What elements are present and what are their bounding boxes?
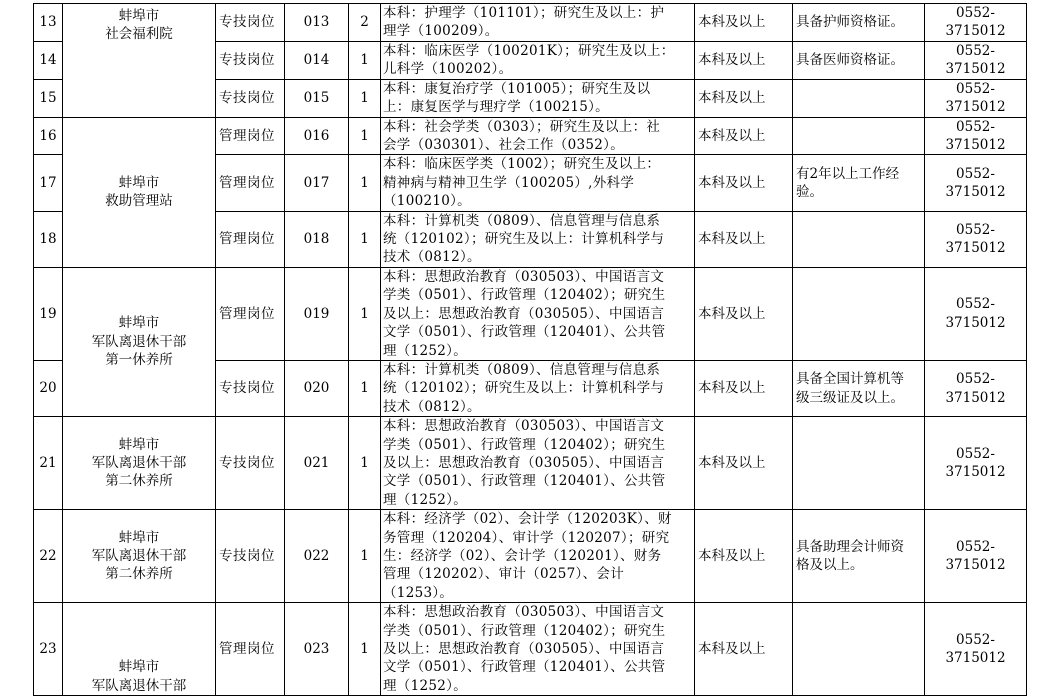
- major-requirement: 本科：临床医学类（1002）；研究生及以上： 精神病与精神卫生学（100205）,外科学 （100210）。: [381, 155, 695, 211]
- major-requirement: 本科：思想政治教育（030503）、中国语言文 学类（0501）、行政管理（120402）；研究生 及以上：思想政治教育（030505）、中国语言 文学（0501）、行政管理（120401）、公共管 理（1252）。: [381, 267, 695, 360]
- post-type: 专技岗位: [216, 79, 285, 117]
- post-type: 专技岗位: [216, 4, 285, 42]
- post-type: 管理岗位: [216, 267, 285, 360]
- table-row: [34, 417, 1027, 510]
- hire-count: 1: [349, 510, 381, 603]
- row-number: 15: [34, 79, 63, 117]
- education-requirement: 本科及以上: [695, 603, 793, 696]
- hire-count: 1: [349, 41, 381, 79]
- other-requirement: [793, 117, 925, 155]
- contact-phone: 0552-3715012: [925, 603, 1027, 696]
- contact-phone: 0552-3715012: [925, 155, 1027, 211]
- hire-count: 1: [349, 267, 381, 360]
- education-requirement: 本科及以上: [695, 41, 793, 79]
- other-requirement: 有2年以上工作经 验。: [793, 155, 925, 211]
- contact-phone: 0552-3715012: [925, 79, 1027, 117]
- hire-count: 1: [349, 79, 381, 117]
- contact-phone: 0552-3715012: [925, 41, 1027, 79]
- row-number: 22: [34, 510, 63, 603]
- post-code: 017: [285, 155, 349, 211]
- row-number: 13: [34, 4, 63, 42]
- hire-count: 1: [349, 211, 381, 267]
- contact-phone: 0552-3715012: [925, 510, 1027, 603]
- post-type: 管理岗位: [216, 117, 285, 155]
- employer-cell: 蚌埠市 军队离退休干部 第二休养所: [63, 510, 216, 603]
- major-requirement: 本科：思想政治教育（030503）、中国语言文 学类（0501）、行政管理（120402）；研究生 及以上：思想政治教育（030505）、中国语言 文学（0501）、行政管理（120401）、公共管 理（1252）。: [381, 417, 695, 510]
- education-requirement: 本科及以上: [695, 360, 793, 416]
- hire-count: 1: [349, 360, 381, 416]
- post-code: 018: [285, 211, 349, 267]
- post-type: 专技岗位: [216, 417, 285, 510]
- table-row: [34, 4, 1027, 42]
- major-requirement: 本科：护理学（101101）；研究生及以上：护 理学（100209）。: [381, 4, 695, 42]
- education-requirement: 本科及以上: [695, 267, 793, 360]
- post-type: 管理岗位: [216, 603, 285, 696]
- table-row: [34, 510, 1027, 603]
- other-requirement: [793, 603, 925, 696]
- row-number: 17: [34, 155, 63, 211]
- education-requirement: 本科及以上: [695, 4, 793, 42]
- contact-phone: 0552-3715012: [925, 4, 1027, 42]
- post-code: 013: [285, 4, 349, 42]
- post-type: 专技岗位: [216, 41, 285, 79]
- education-requirement: 本科及以上: [695, 117, 793, 155]
- other-requirement: [793, 267, 925, 360]
- employer-cell: 蚌埠市 军队离退休干部: [63, 603, 216, 696]
- post-code: 022: [285, 510, 349, 603]
- post-code: 020: [285, 360, 349, 416]
- table-row: [34, 603, 1027, 696]
- row-number: 19: [34, 267, 63, 360]
- other-requirement: 具备护师资格证。: [793, 4, 925, 42]
- hire-count: 1: [349, 603, 381, 696]
- major-requirement: 本科：经济学（02）、会计学（120203K）、财 务管理（120204）、审计学（120207）；研究 生：经济学（02）、会计学（120201）、财务 管理（120202）、审计（0257）、会计 （1253）。: [381, 510, 695, 603]
- major-requirement: 本科：社会学类（0303）；研究生及以上：社 会学（030301）、社会工作（0352）。: [381, 117, 695, 155]
- row-number: 20: [34, 360, 63, 416]
- post-type: 专技岗位: [216, 510, 285, 603]
- contact-phone: 0552-3715012: [925, 117, 1027, 155]
- major-requirement: 本科：思想政治教育（030503）、中国语言文 学类（0501）、行政管理（120402）；研究生 及以上：思想政治教育（030505）、中国语言 文学（0501）、行政管理（120401）、公共管 理（1252）。: [381, 603, 695, 696]
- major-requirement: 本科：计算机类（0809）、信息管理与信息系 统（120102）；研究生及以上：计算机科学与 技术（0812）。: [381, 360, 695, 416]
- other-requirement: [793, 211, 925, 267]
- post-code: 016: [285, 117, 349, 155]
- hire-count: 1: [349, 117, 381, 155]
- row-number: 21: [34, 417, 63, 510]
- post-type: 管理岗位: [216, 155, 285, 211]
- row-number: 16: [34, 117, 63, 155]
- employer-cell: 蚌埠市 社会福利院: [63, 4, 216, 118]
- major-requirement: 本科：康复治疗学（101005）；研究生及以 上：康复医学与理疗学（100215）。: [381, 79, 695, 117]
- employer-cell: 蚌埠市 救助管理站: [63, 117, 216, 267]
- row-number: 23: [34, 603, 63, 696]
- row-number: 14: [34, 41, 63, 79]
- education-requirement: 本科及以上: [695, 155, 793, 211]
- other-requirement: [793, 79, 925, 117]
- education-requirement: 本科及以上: [695, 79, 793, 117]
- major-requirement: 本科：计算机类（0809）、信息管理与信息系 统（120102）；研究生及以上：计算机科学与 技术（0812）。: [381, 211, 695, 267]
- post-type: 管理岗位: [216, 211, 285, 267]
- major-requirement: 本科：临床医学（100201K）；研究生及以上： 儿科学（100202）。: [381, 41, 695, 79]
- contact-phone: 0552-3715012: [925, 417, 1027, 510]
- hire-count: 1: [349, 155, 381, 211]
- row-number: 18: [34, 211, 63, 267]
- employer-cell: 蚌埠市 军队离退休干部 第一休养所: [63, 267, 216, 416]
- hire-count: 1: [349, 417, 381, 510]
- post-code: 019: [285, 267, 349, 360]
- table-row: [34, 267, 1027, 360]
- other-requirement: [793, 417, 925, 510]
- education-requirement: 本科及以上: [695, 417, 793, 510]
- employer-cell: 蚌埠市 军队离退休干部 第二休养所: [63, 417, 216, 510]
- other-requirement: 具备全国计算机等 级三级证及以上。: [793, 360, 925, 416]
- table-row: [34, 117, 1027, 155]
- contact-phone: 0552-3715012: [925, 360, 1027, 416]
- other-requirement: 具备助理会计师资 格及以上。: [793, 510, 925, 603]
- post-code: 023: [285, 603, 349, 696]
- job-table: [33, 3, 1027, 696]
- post-type: 专技岗位: [216, 360, 285, 416]
- post-code: 015: [285, 79, 349, 117]
- contact-phone: 0552-3715012: [925, 267, 1027, 360]
- education-requirement: 本科及以上: [695, 211, 793, 267]
- post-code: 021: [285, 417, 349, 510]
- post-code: 014: [285, 41, 349, 79]
- education-requirement: 本科及以上: [695, 510, 793, 603]
- other-requirement: 具备医师资格证。: [793, 41, 925, 79]
- hire-count: 2: [349, 4, 381, 42]
- contact-phone: 0552-3715012: [925, 211, 1027, 267]
